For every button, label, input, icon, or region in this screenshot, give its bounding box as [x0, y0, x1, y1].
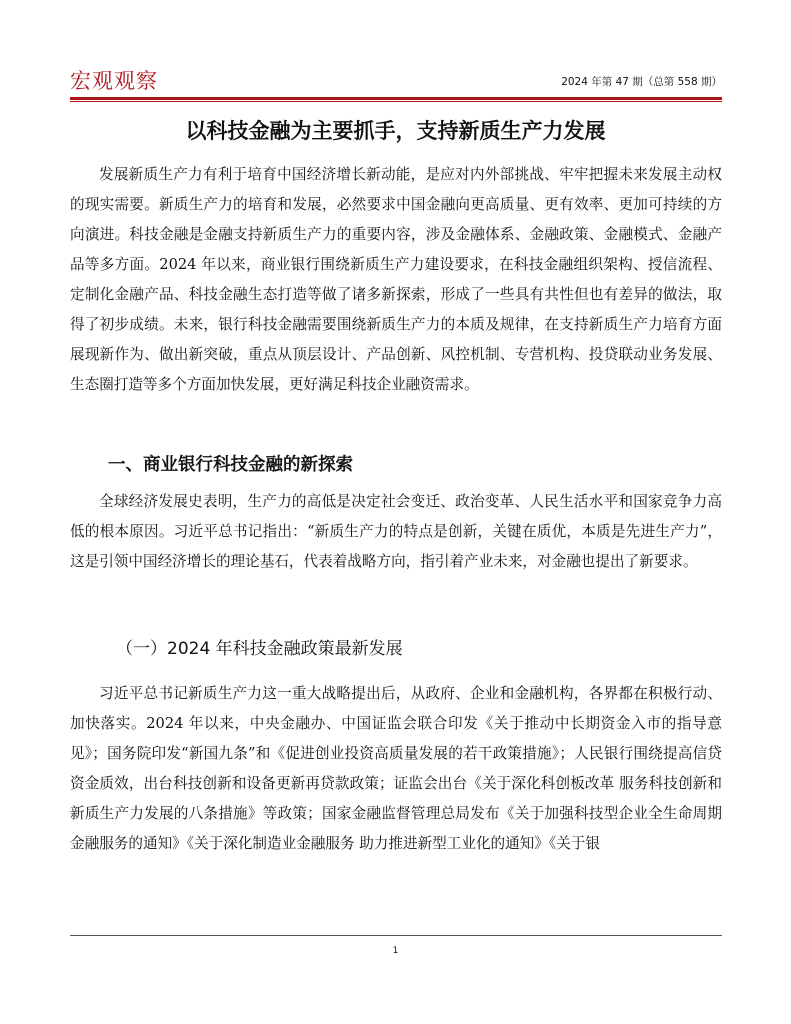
subsection-heading: （一）2024 年科技金融政策最新发展 — [116, 639, 403, 659]
brand-title: 宏观观察 — [70, 69, 158, 93]
section-heading: 一、商业银行科技金融的新探索 — [108, 455, 353, 475]
article-title: 以科技金融为主要抓手，支持新质生产力发展 — [185, 119, 606, 143]
page-header — [70, 66, 722, 96]
subsection-paragraph: 习近平总书记新质生产力这一重大战略提出后，从政府、企业和金融机构，各界都在积极行动、加快落实。2024 年以来，中央金融办、中国证监会联合印发《关于推动中长期资金入市的指导意见》；国务院印发“新国九条”和《促进创业投资高质量发展的若干政策措施》；人民银行围绕提高信贷资金质效，出台科技创新和设备更新再贷款政策；证监会出台《关于深化科创板改革 服务科技创新和新质生产力发展的八条措施》等政策；国家金融监督管理总局发布《关于加强科技型企业全生命周期金融服务的通知》《关于深化制造业金融服务 助力推进新型工业化的通知》《关于银 — [70, 685, 722, 852]
header-rule — [70, 97, 722, 100]
page-number: 1 — [392, 946, 399, 956]
footer-rule — [70, 935, 722, 936]
section-paragraph: 全球经济发展史表明，生产力的高低是决定社会变迁、政治变革、人民生活水平和国家竞争力高低的根本原因。习近平总书记指出：“新质生产力的特点是创新，关键在质优，本质是先进生产力”，这是引领中国经济增长的理论基石，代表着战略方向，指引着产业未来，对金融也提出了新要求。 — [70, 493, 722, 570]
header-rule-thin — [70, 101, 722, 102]
issue-number: 2024 年第 47 期（总第 558 期） — [561, 76, 722, 88]
intro-paragraph: 发展新质生产力有利于培育中国经济增长新动能，是应对内外部挑战、牢牢把握未来发展主动权的现实需要。新质生产力的培育和发展，必然要求中国金融向更高质量、更有效率、更加可持续的方向演进。科技金融是金融支持新质生产力的重要内容，涉及金融体系、金融政策、金融模式、金融产品等多方面。2024 年以来，商业银行围绕新质生产力建设要求，在科技金融组织架构、授信流程、定制化金融产品、科技金融生态打造等做了诸多新探索，形成了一些具有共性但也有差异的做法，取得了初步成绩。未来，银行科技金融需要围绕新质生产力的本质及规律，在支持新质生产力培育方面展现新作为、做出新突破，重点从顶层设计、产品创新、风控机制、专营机构、投贷联动业务发展、生态圈打造等多个方面加快发展，更好满足科技企业融资需求。 — [70, 166, 722, 393]
